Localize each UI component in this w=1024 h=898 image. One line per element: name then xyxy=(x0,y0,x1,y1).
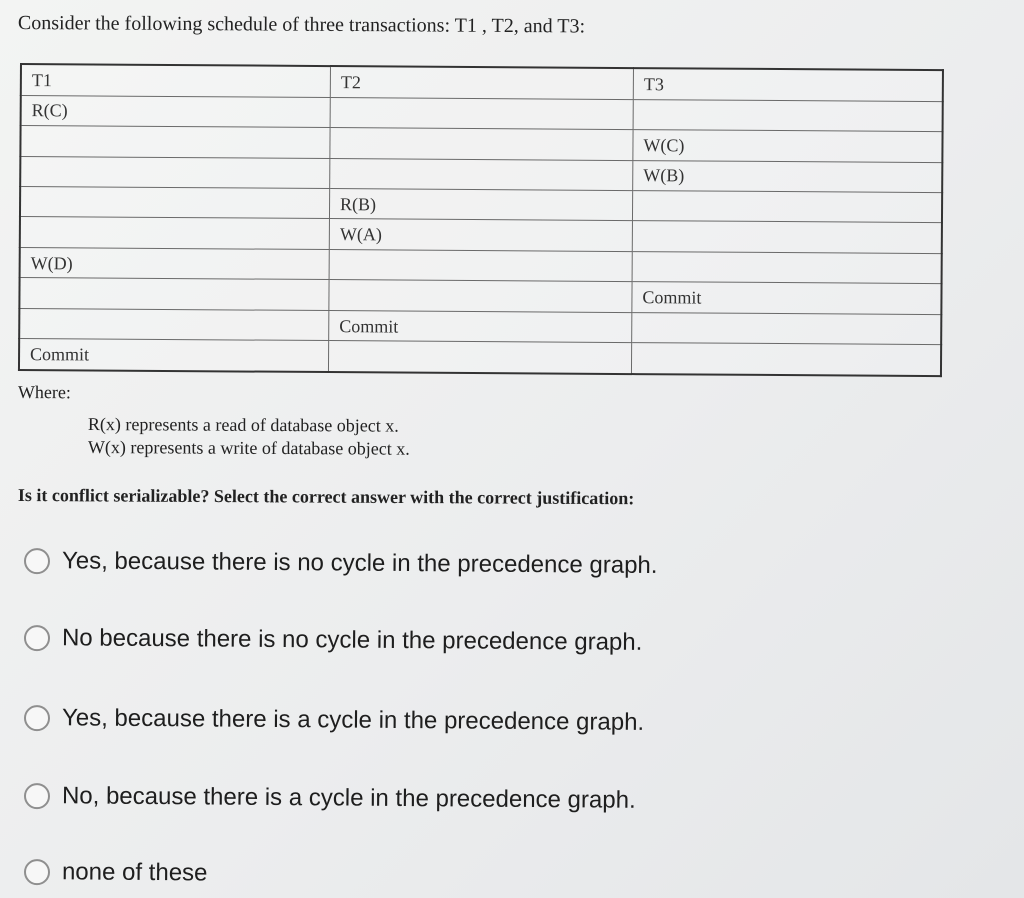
header-t2: T2 xyxy=(330,66,633,99)
table-cell: Commit xyxy=(19,339,329,372)
question-text: Is it conflict serializable? Select the correct answer with the correct justification: xyxy=(17,485,635,509)
header-t3: T3 xyxy=(633,68,943,101)
table-cell xyxy=(633,99,943,132)
table-cell: Commit xyxy=(632,282,942,315)
radio-button[interactable] xyxy=(24,859,50,885)
answer-option-1[interactable] xyxy=(24,547,658,580)
answer-option-4[interactable] xyxy=(24,782,636,815)
table-cell xyxy=(328,341,631,374)
header-t1: T1 xyxy=(21,64,331,97)
table-cell xyxy=(632,221,942,254)
table-cell: R(C) xyxy=(21,95,331,128)
table-cell xyxy=(330,158,633,190)
write-definition: W(x) represents a write of database object x. xyxy=(87,437,410,459)
option-label: none of these xyxy=(61,858,208,887)
schedule-table xyxy=(18,63,944,377)
radio-button[interactable] xyxy=(24,705,50,731)
read-definition: R(x) represents a read of database object x. xyxy=(87,414,399,436)
table-cell xyxy=(632,191,942,224)
table-cell xyxy=(20,217,330,250)
answer-option-5[interactable] xyxy=(24,858,208,887)
table-cell xyxy=(20,187,330,220)
radio-button[interactable] xyxy=(24,625,50,651)
table-cell xyxy=(330,128,633,160)
answer-option-2[interactable] xyxy=(24,624,643,657)
option-label: No, because there is a cycle in the precedence graph. xyxy=(61,782,636,814)
table-cell xyxy=(19,278,329,311)
table-cell xyxy=(632,252,942,285)
table-cell xyxy=(329,280,632,312)
table-cell xyxy=(20,156,330,189)
intro-text: Consider the following schedule of three transactions: T1 , T2, and T3: xyxy=(17,12,586,38)
table-cell: R(B) xyxy=(329,189,632,221)
table-cell xyxy=(631,343,941,376)
table-cell: W(D) xyxy=(20,247,330,280)
radio-button[interactable] xyxy=(24,548,50,574)
option-label: Yes, because there is a cycle in the precedence graph. xyxy=(61,704,645,736)
where-label: Where: xyxy=(17,382,71,403)
table-row xyxy=(19,339,941,376)
option-label: Yes, because there is no cycle in the precedence graph. xyxy=(61,547,658,579)
answer-option-3[interactable] xyxy=(24,704,644,737)
table-cell xyxy=(19,308,329,341)
table-cell xyxy=(632,312,942,345)
option-label: No because there is no cycle in the precedence graph. xyxy=(61,624,643,656)
table-cell: W(B) xyxy=(633,160,943,193)
radio-button[interactable] xyxy=(24,783,50,809)
table-cell: W(A) xyxy=(329,219,632,251)
table-cell xyxy=(20,126,330,159)
table-cell: W(C) xyxy=(633,130,943,163)
table-cell xyxy=(330,97,633,129)
table-cell xyxy=(329,249,632,281)
table-cell: Commit xyxy=(329,310,632,342)
